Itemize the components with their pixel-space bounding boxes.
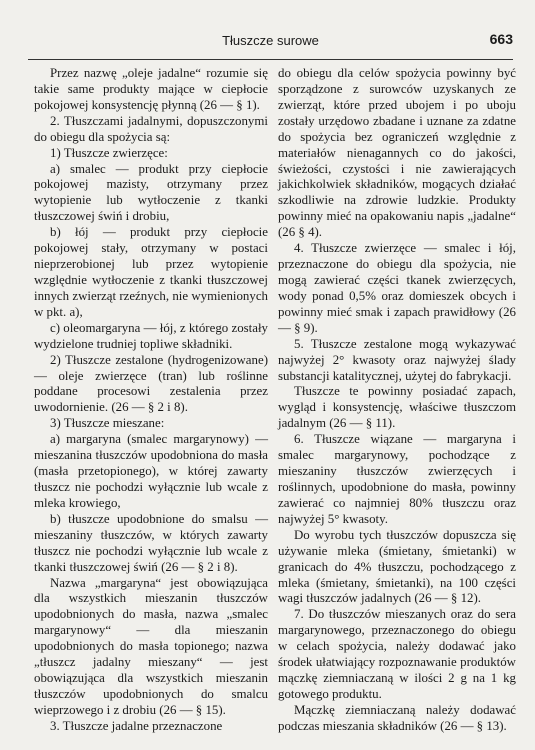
paragraph: b) łój — produkt przy ciepłocie pokojowej stały, otrzymany w postaci nieprzerobionej lub przez wytopienie względnie wytłoczenie z tkanki tłuszczowej innych zwierząt rzeźnych, nie wymienionych w pkt. a), (34, 225, 268, 319)
paragraph: Do wyrobu tych tłuszczów dopuszcza się używanie mleka (śmietany, śmietanki) w granicach do 4% tłuszczu, pochodzącego z mleka (śmietany, śmietanki), na 100 części wagi tłuszczów jadalnych (26 — § 12). (278, 527, 516, 606)
paragraph: 2. Tłuszczami jadalnymi, dopuszczonymi do obiegu dla spożycia są: (34, 113, 268, 144)
paragraph: 4. Tłuszcze zwierzęce — smalec i łój, przeznaczone do obiegu dla spożycia, nie mogą zawierać części tkanek zwierzęcych, wody ponad 0,5% oraz domieszek obcych i powinny mieć smak i zapach prawidłowy (26 — § 9). (278, 241, 516, 335)
paragraph: 5. Tłuszcze zestalone mogą wykazywać najwyżej 2° kwasoty oraz najwyżej ślady substancji katalitycznej, użytej do fabrykacji. (278, 336, 516, 383)
paragraph: Przez nazwę „oleje jadalne“ rozumie się takie same produkty mające w ciepłocie pokojowej konsystencję płynną (26 — § 1). (34, 66, 268, 112)
paragraph: 3) Tłuszcze mieszane: (50, 416, 165, 431)
paragraph: 6. Tłuszcze wiązane — margaryna i smalec margarynowy, pochodzące z mieszaniny tłuszczów zwierzęcych i roślinnych, upodobnione do masła, powinny zawierać co najmniej 80% tłuszczu oraz najwyżej 5° kwasoty. (278, 432, 516, 526)
paragraph: a) smalec — produkt przy ciepłocie pokojowej mazisty, otrzymany przez wytopienie lub wytłoczenie z tkanki tłuszczowej świń i drobiu, (34, 161, 268, 224)
paragraph: Tłuszcze te powinny posiadać zapach, wygląd i konsystencję, właściwe tłuszczom jadalnym (26 — § 11). (278, 384, 516, 431)
paragraph: 1) Tłuszcze zwierzęce: (50, 145, 168, 160)
paragraph: do obiegu dla celów spożycia powinny być sporządzone z surowców uzyskanych ze zwierząt, które przed ubojem i po uboju zostały urzędowo zbadane i uznane za zdatne do spożycia bez ograniczeń względnie z materiałów nienagannych co do jakości, świeżości, czystości i nie zawierających jakichkolwiek składników, mogących działać szkodliwie na zdrowie ludzkie. Produkty powinny mieć na opakowaniu napis „jadalne“ (26 § 4). (278, 66, 516, 240)
paragraph: Nazwa „margaryna“ jest obowiązująca dla wszystkich mieszanin tłuszczów upodobnionych do masła, nazwa „smalec margarynowy“ — dla mieszanin upodobnionych do masła topionego; nazwa „tłuszcz jadalny mieszany“ — jest obowiązująca dla wszystkich mieszanin tłuszczów upodobnionych do smalcu wieprzowego i z drobiu (26 — § 15). (34, 575, 268, 717)
header-rule (28, 59, 513, 60)
running-header (28, 30, 513, 50)
running-title: Tłuszcze surowe (222, 33, 319, 48)
paragraph: 3. Tłuszcze jadalne przeznaczone (50, 718, 223, 733)
paragraph: c) oleomargaryna — łój, z którego zostały wydzielone trudniej topliwe składniki. (34, 320, 268, 351)
paragraph: 7. Do tłuszczów mieszanych oraz do sera margarynowego, przeznaczonego do obiegu w celach spożycia, należy dodawać jako środek ułatwiający rozpoznawanie produktów mączkę ziemniaczaną w ilości 2 g na 1 kg gotowego produktu. (278, 607, 516, 701)
paragraph: 2) Tłuszcze zestalone (hydrogenizowane) — oleje zwierzęce (tran) lub roślinne poddane procesowi zestalenia przez uwodornienie. (26 — § 2 i 8). (34, 352, 268, 415)
left-column (34, 66, 268, 735)
right-column (278, 66, 516, 735)
page-number: 663 (489, 31, 513, 47)
paragraph: a) margaryna (smalec margarynowy) — mieszanina tłuszczów upodobniona do masła (masła przetopionego), w której zawarty tłuszcz nie pochodzi wyłącznie lub wcale z mleka krowiego, (34, 432, 268, 510)
paragraph: Mączkę ziemniaczaną należy dodawać podczas mieszania składników (26 — § 13). (278, 702, 516, 733)
paragraph: b) tłuszcze upodobnione do smalsu — mieszaniny tłuszczów, w których zawarty tłuszcz nie pochodzi wyłącznie lub wcale z tkanki tłuszczowej świń (26 — § 2 i 8). (34, 511, 268, 574)
